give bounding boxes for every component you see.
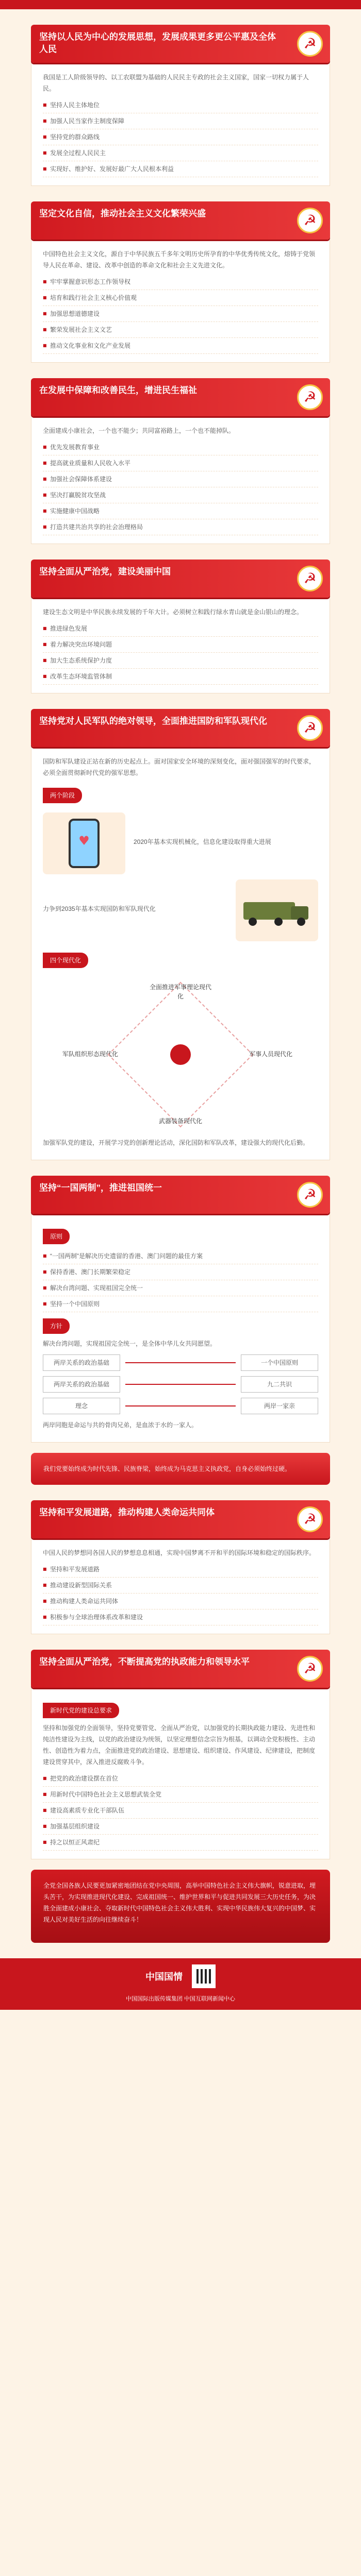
list-item: ■ 坚持党的群众路线 — [43, 129, 318, 145]
section-body: 坚持和加强党的全面领导，坚持党要管党、全面从严治党，以加强党的长期执政能力建设、先进性和纯洁性建设为主线，以党的政治建设为统领，以坚定理想信念宗旨为根基，以调动全党积极性、主动性、创造性为着力点，全面推进党的政治建设、思想建设、组织建设、作风建设、纪律建设，把制度建设贯穿其中，深入推进反腐败斗争。 — [43, 1724, 316, 1766]
section-intro: 建设生态文明是中华民族永续发展的千年大计。必须树立和践行绿水青山就是金山银山的理念。 — [43, 608, 303, 616]
list-item: ■ 坚持人民主体地位 — [43, 97, 318, 113]
party-emblem-icon — [297, 1656, 323, 1682]
section-card-6 — [31, 1214, 330, 1443]
section-body: 解决台湾问题，实现祖国完全统一，是全体中华儿女共同愿望。 — [43, 1340, 217, 1347]
compare-connector — [125, 1405, 236, 1406]
phone-illustration — [43, 812, 125, 874]
compare-left: 两岸关系的政治基础 — [43, 1376, 120, 1393]
footer-subtitle: 中国国际出版传媒集团 中国互联网新闻中心 — [0, 1994, 361, 2010]
footer-logo: 中国国情 — [145, 1972, 183, 1982]
section-card-5 — [31, 747, 330, 1160]
list-item: ■ 用新时代中国特色社会主义思想武装全党 — [43, 1787, 318, 1803]
list-item: ■ 着力解决突出环境问题 — [43, 637, 318, 653]
section-title: 坚持全面从严治党，不断提高党的执政能力和领导水平 — [39, 1657, 250, 1667]
party-emblem-icon — [297, 208, 323, 233]
list-item: ■ 加大生态系统保护力度 — [43, 653, 318, 669]
section-title: 坚定文化自信，推动社会主义文化繁荣兴盛 — [39, 209, 206, 218]
point-list — [43, 439, 318, 535]
compare-left: 两岸关系的政治基础 — [43, 1354, 120, 1371]
stage-1-text: 2020年基本实现机械化，信息化建设取得重大进展 — [134, 838, 271, 845]
list-item: ■ “一国两制”是解决历史遗留的香港、澳门问题的最佳方案 — [43, 1248, 318, 1264]
list-item: ■ 坚决打赢脱贫攻坚战 — [43, 487, 318, 503]
party-emblem-icon — [297, 1182, 323, 1208]
section-head-1 — [31, 25, 330, 63]
list-item: ■ 改革生态环境监管体制 — [43, 669, 318, 685]
section-title: 坚持党对人民军队的绝对领导，全面推进国防和军队现代化 — [39, 716, 267, 726]
party-emblem-icon — [297, 384, 323, 410]
stage-2-text: 力争到2035年基本实现国防和军队现代化 — [43, 905, 156, 912]
point-list — [43, 274, 318, 354]
point-list — [43, 1562, 318, 1625]
stage-illustration — [43, 812, 318, 874]
list-item: ■ 实现好、维护好、发展好最广大人民根本利益 — [43, 161, 318, 177]
section-intro: 中国人民的梦想同各国人民的梦想息息相通，实现中国梦离不开和平的国际环境和稳定的国际秩序。 — [43, 1549, 316, 1556]
list-item: ■ 繁荣发展社会主义文艺 — [43, 322, 318, 338]
footer — [0, 1958, 361, 1994]
compare-right: 两岸一家亲 — [241, 1398, 318, 1414]
phone-icon — [69, 819, 100, 868]
quote-text: 全党全国各族人民要更加紧密地团结在党中央周围，高举中国特色社会主义伟大旗帜，锐意进取，埋头苦干，为实现推进现代化建设、完成祖国统一、维护世界和平与促进共同发展三大历史任务，为决胜全面建成小康社会、夺取新时代中国特色社会主义伟大胜利、实现中华民族伟大复兴的中国梦、实现人民对美好生活的向往继续奋斗！ — [43, 1882, 316, 1923]
truck-illustration — [236, 879, 318, 941]
sub-tag: 四个现代化 — [43, 953, 88, 968]
section-title: 坚持全面从严治党，建设美丽中国 — [39, 567, 171, 577]
section-intro: 全面建成小康社会，一个也不能少；共同富裕路上，一个也不能掉队。 — [43, 427, 235, 434]
point-list — [43, 1771, 318, 1851]
diagram-label-left: 军队组织形态现代化 — [62, 1050, 118, 1058]
section-head-7 — [31, 1500, 330, 1538]
list-item: ■ 坚持一个中国原则 — [43, 1296, 318, 1312]
sub-tag: 两个阶段 — [43, 788, 82, 803]
compare-right: 九二共识 — [241, 1376, 318, 1393]
point-list — [43, 621, 318, 685]
list-item: ■ 推动文化事业和文化产业发展 — [43, 338, 318, 354]
compare-connector — [125, 1362, 236, 1363]
compare-left: 理念 — [43, 1398, 120, 1414]
section-head-5 — [31, 709, 330, 747]
compare-right: 一个中国原则 — [241, 1354, 318, 1371]
sub-tag: 新时代党的建设总要求 — [43, 1703, 119, 1718]
list-item: ■ 加强社会保障体系建设 — [43, 471, 318, 487]
list-item: ■ 提高就业质量和人民收入水平 — [43, 455, 318, 471]
list-item: ■ 推动构建人类命运共同体 — [43, 1594, 318, 1609]
section-card-3 — [31, 416, 330, 544]
section-outro: 两岸同胞是命运与共的骨肉兄弟，是血浓于水的一家人。 — [43, 1421, 198, 1429]
qr-code-icon — [192, 1964, 216, 1988]
list-item: ■ 加强人民当家作主制度保障 — [43, 113, 318, 129]
section-head-2 — [31, 201, 330, 240]
party-emblem-icon — [297, 715, 323, 741]
point-list — [43, 1248, 318, 1312]
section-card-4 — [31, 598, 330, 693]
modernization-diagram — [46, 977, 315, 1132]
sub-tag: 方针 — [43, 1318, 70, 1334]
list-item: ■ 解决台湾问题、实现祖国完全统一 — [43, 1280, 318, 1296]
list-item: ■ 推进绿色发展 — [43, 621, 318, 637]
compare-row — [43, 1376, 318, 1393]
compare-connector — [125, 1384, 236, 1385]
list-item: ■ 打造共建共治共享的社会治理格局 — [43, 519, 318, 535]
diagram-label-right: 军事人员现代化 — [249, 1050, 292, 1058]
list-item: ■ 实施健康中国战略 — [43, 503, 318, 519]
list-item: ■ 建设高素质专业化干部队伍 — [43, 1803, 318, 1819]
party-emblem-icon — [297, 566, 323, 591]
list-item: ■ 加强基层组织建设 — [43, 1819, 318, 1835]
compare-row — [43, 1354, 318, 1371]
quote-box-mid — [31, 1453, 330, 1485]
section-head-8 — [31, 1650, 330, 1688]
list-item: ■ 牢牢掌握意识形态工作领导权 — [43, 274, 318, 290]
section-title: 在发展中保障和改善民生，增进民生福祉 — [39, 385, 197, 395]
compare-row — [43, 1398, 318, 1414]
section-title: 坚持“一国两制”，推进祖国统一 — [39, 1183, 162, 1193]
list-item: ■ 优先发展教育事业 — [43, 439, 318, 455]
section-head-6 — [31, 1176, 330, 1214]
list-item: ■ 保持香港、澳门长期繁荣稳定 — [43, 1264, 318, 1280]
section-card-1 — [31, 63, 330, 186]
section-intro: 我国是工人阶级领导的、以工农联盟为基础的人民民主专政的社会主义国家，国家一切权力属于人民。 — [43, 74, 309, 92]
section-intro: 中国特色社会主义文化，源自于中华民族五千多年文明历史所孕育的中华优秀传统文化，熔铸于党领导人民在革命、建设、改革中创造的革命文化和社会主义先进文化。 — [43, 250, 316, 269]
quote-box-end — [31, 1870, 330, 1943]
section-card-7 — [31, 1538, 330, 1634]
list-item: ■ 发展全过程人民民主 — [43, 145, 318, 161]
section-title: 坚持和平发展道路，推动构建人类命运共同体 — [39, 1507, 215, 1517]
section-head-3 — [31, 378, 330, 416]
list-item: ■ 推动建设新型国际关系 — [43, 1578, 318, 1594]
center-dot — [170, 1044, 191, 1065]
section-intro: 国防和军队建设正站在新的历史起点上。面对国家安全环境的深刻变化，面对强国强军的时代要求，必须全面贯彻新时代党的强军思想。 — [43, 758, 316, 776]
list-item: ■ 持之以恒正风肃纪 — [43, 1835, 318, 1851]
section-outro: 加强军队党的建设，开展学习党的创新理论活动，深化国防和军队改革，建设强大的现代化后勤。 — [43, 1139, 309, 1146]
list-item: ■ 培育和践行社会主义核心价值观 — [43, 290, 318, 306]
section-head-4 — [31, 560, 330, 598]
diagram-label-top: 全面推进军事理论现代化 — [149, 984, 211, 1000]
point-list — [43, 97, 318, 177]
party-emblem-icon — [297, 1506, 323, 1532]
military-truck-icon — [243, 895, 310, 926]
list-item: ■ 把党的政治建设摆在首位 — [43, 1771, 318, 1787]
top-band — [0, 0, 361, 9]
list-item: ■ 加强思想道德建设 — [43, 306, 318, 322]
diagram-label-bottom: 武器装备现代化 — [158, 1117, 202, 1125]
section-card-2 — [31, 240, 330, 363]
party-emblem-icon — [297, 31, 323, 57]
section-title: 坚持以人民为中心的发展思想，发展成果更多更公平惠及全体人民 — [39, 32, 276, 54]
sub-tag: 原则 — [43, 1229, 70, 1244]
stage-illustration — [43, 879, 318, 941]
list-item: ■ 坚持和平发展道路 — [43, 1562, 318, 1578]
section-card-8 — [31, 1688, 330, 1859]
quote-text: 我们党要始终成为时代先锋、民族脊梁，始终成为马克思主义执政党，自身必须始终过硬。 — [43, 1465, 291, 1472]
list-item: ■ 积极参与全球治理体系改革和建设 — [43, 1609, 318, 1625]
